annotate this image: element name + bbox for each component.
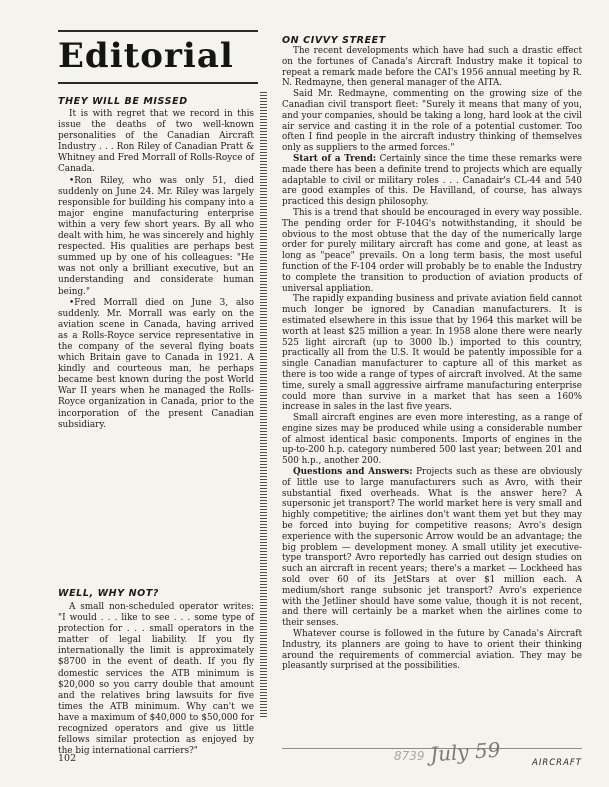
masthead xyxy=(58,30,258,84)
paragraph: A small non-scheduled operator writes: "I would . . . like to see . . . some type of protection for . . . small operators in the matter of legal liability. If you fly internationally the limit is approximately $8700 in the event of death. If you fly domestic services the ATB minimum is $20,000 so you carry double that amount and the relatives bring lawsuits for five times the ATB minimum. Why can't we have a maximum of $40,000 to $50,000 for recognized operators and give us little fellows similar protection as enjoyed by the big international carriers?" xyxy=(58,602,254,757)
paragraph xyxy=(282,467,582,629)
paragraph: Small aircraft engines are even more interesting, as a range of engine sizes may be produced while using a considerable number of almost identical basic components. Imports of engines in the up-to-200 h.p. category numbered 500 last year; between 201 and 500 h.p., another 200. xyxy=(282,413,582,467)
paragraph: Whatever course is followed in the future by Canada's Aircraft Industry, its planners are going to have to orient their thinking around the requirements of commercial aviation. They may be pleasantly surprised at the possibilities. xyxy=(282,629,582,672)
paragraph: •Ron Riley, who was only 51, died suddenly on June 24. Mr. Riley was largely responsible for building his company into a major engine manufacturing enterprise within a very few short years. By all who dealt with him, he was sincerely and highly respected. His qualities are perhaps best summed up by one of his colleagues: "He was not only a brilliant executive, but an understanding and considerate human being." xyxy=(58,175,254,297)
paragraph-lead: Questions and Answers: xyxy=(293,467,413,478)
article-they-will-be-missed xyxy=(58,109,254,431)
paragraph: The recent developments which have had such a drastic effect on the fortunes of Canada's Aircraft Industry make it topical to repeat a remark made before the CAI's 1956 annual meeting by R. N. Redmayne, then general manager of the AITA. xyxy=(282,46,582,89)
paragraph: It is with regret that we record in this issue the deaths of two well-known personalities of the Canadian Aircraft Industry . . . Ron Riley of Canadian Pratt & Whitney and Fred Morrall of Rolls-Royce of Canada. xyxy=(58,109,254,175)
handwritten-date: July 59 xyxy=(429,737,502,767)
paragraph: •Fred Morrall died on June 3, also suddenly. Mr. Morrall was early on the aviation scene in Canada, having arrived as a Rolls-Royce service representative in the company of the several flying boats which Britain gave to Canada in 1921. A kindly and courteous man, he perhaps became best known during the post World War II years when he managed the Rolls-Royce organization in Canada, prior to the incorporation of the present Canadian subsidiary. xyxy=(58,297,254,430)
column-divider xyxy=(260,92,267,717)
page-number: 102 xyxy=(58,753,77,764)
paragraph xyxy=(282,154,582,208)
heading-on-civvy-street: ON CIVVY STREET xyxy=(282,35,386,46)
article-well-why-not xyxy=(58,602,254,757)
paragraph: The rapidly expanding business and private aviation field cannot much longer be ignored by Canadian manufacturers. It is estimated elsewhere in this issue that by 1964 this market will be worth at least $25 million a year. In 1958 alone there were nearly 525 light aircraft (up to 3000 lb.) imported to this country, practically all from the U.S. It would be patently impossible for a single Canadian manufacturer to capture all of this market as there is too wide a range of types of aircraft involved. At the same time, surely a small aggressive airframe manufacturing enterprise could more than survive in a market that has seen a 160% increase in sales in the last five years. xyxy=(282,294,582,413)
masthead-title: Editorial xyxy=(58,36,234,76)
magazine-name: AIRCRAFT xyxy=(532,758,582,768)
paragraph: This is a trend that should be encouraged in every way possible. The pending order for F-104G's notwithstanding, it should be obvious to the most obtuse that the day of the numerically large order for purely military aircraft has come and gone, at least as long as "peace" prevails. On a long term basis, the most useful function of the F-104 order will probably be to enable the Industry to complete the transition to production of aviation products of universal appliation. xyxy=(282,207,582,294)
paragraph-text: Certainly since the time these remarks were made there has been a definite trend to projects which are equally adaptable to civil or military roles . . . Canadair's CL-44 and 540 are good examples of this. De Havilland, of course, has always practiced this design philosophy. xyxy=(282,153,582,208)
heading-they-will-be-missed: THEY WILL BE MISSED xyxy=(58,96,188,107)
paragraph: Said Mr. Redmayne, commenting on the growing size of the Canadian civil transport fleet: "Surely it means that many of you, and your companies, should be taking a long, hard look at the civil air service and casting it in the role of a potential customer. Too often I find people in the aircraft industry thinking of themselves only as suppliers to the armed forces." xyxy=(282,89,582,154)
heading-well-why-not: WELL, WHY NOT? xyxy=(58,588,160,599)
paragraph-lead: Start of a Trend: xyxy=(293,153,377,164)
reference-number: 8739 xyxy=(394,749,425,763)
article-on-civvy-street xyxy=(282,46,582,672)
paragraph-text: Projects such as these are obviously of little use to large manufacturers such as Avro, with their substantial fixed overheads. What is the answer here? A supersonic jet transport? The world market here is very small and highly competitive; the airlines don't want them yet but they may be forced into buying for competitive reasons; Avro's design experience with the supersonic Arrow would be an advantage; the big problem — development money. A small utility jet executive-type transport? Avro reportedly has carried out design studies on such an aircraft in recent years; there's a market — Lockheed has sold over 60 of its JetStars at over $1 million each. A medium/short range subsonic jet transport? Avro's experience with the Jetliner should have some value, though it is not recent, and there will certainly be a market when the airlines come to their senses. xyxy=(282,467,582,629)
